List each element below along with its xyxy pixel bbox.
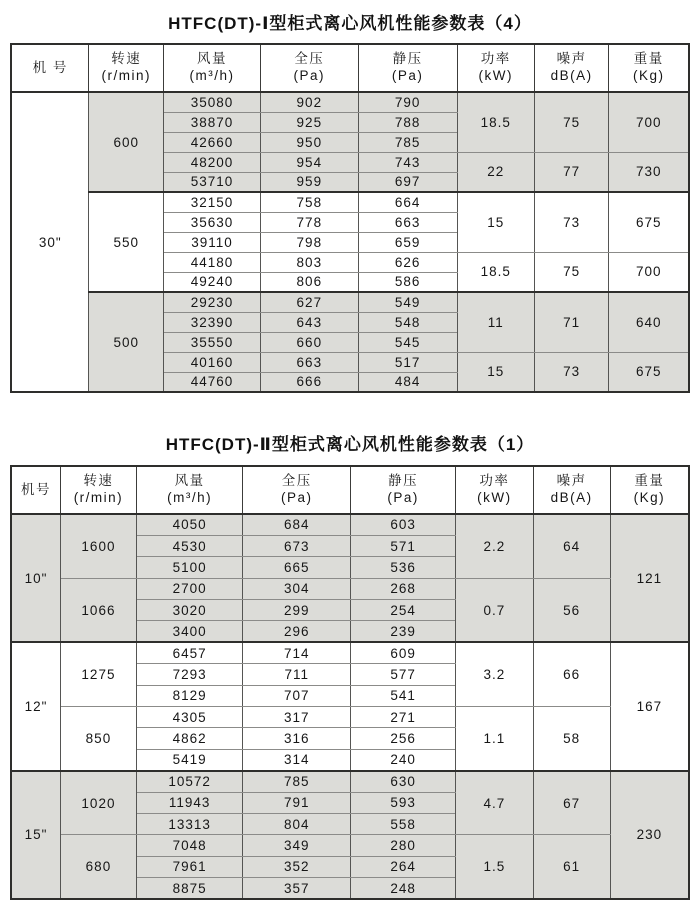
static-pressure-cell: 785 xyxy=(358,132,457,152)
total-pressure-cell: 778 xyxy=(261,212,359,232)
flow-cell: 29230 xyxy=(164,292,261,312)
header-cell: 重量 (Kg) xyxy=(609,44,689,92)
table-row xyxy=(11,642,689,663)
flow-cell: 3400 xyxy=(136,621,242,642)
total-pressure-cell: 673 xyxy=(243,535,351,556)
flow-cell: 32390 xyxy=(164,312,261,332)
flow-cell: 32150 xyxy=(164,192,261,212)
total-pressure-cell: 299 xyxy=(243,600,351,621)
total-pressure-cell: 357 xyxy=(243,878,351,899)
table-row xyxy=(11,578,689,599)
total-pressure-cell: 352 xyxy=(243,856,351,877)
noise-cell: 66 xyxy=(533,642,610,706)
static-pressure-cell: 517 xyxy=(358,352,457,372)
table1-title: HTFC(DT)-Ⅰ型柜式离心风机性能参数表（4） xyxy=(168,14,532,33)
noise-cell: 75 xyxy=(534,92,609,152)
power-cell: 18.5 xyxy=(457,252,534,292)
weight-cell: 675 xyxy=(609,352,689,392)
flow-cell: 44180 xyxy=(164,252,261,272)
static-pressure-cell: 268 xyxy=(351,578,456,599)
flow-cell: 4050 xyxy=(136,514,242,535)
total-pressure-cell: 950 xyxy=(261,132,359,152)
flow-cell: 35550 xyxy=(164,332,261,352)
power-cell: 18.5 xyxy=(457,92,534,152)
flow-cell: 4305 xyxy=(136,707,242,728)
static-pressure-cell: 541 xyxy=(351,685,456,706)
power-cell: 4.7 xyxy=(456,771,533,835)
static-pressure-cell: 571 xyxy=(351,535,456,556)
speed-cell: 1600 xyxy=(60,514,136,578)
machine-cell: 10" xyxy=(11,514,60,642)
total-pressure-cell: 684 xyxy=(243,514,351,535)
speed-cell: 600 xyxy=(89,92,164,192)
total-pressure-cell: 660 xyxy=(261,332,359,352)
static-pressure-cell: 549 xyxy=(358,292,457,312)
flow-cell: 10572 xyxy=(136,771,242,792)
total-pressure-cell: 316 xyxy=(243,728,351,749)
table-row xyxy=(11,192,689,212)
power-cell: 15 xyxy=(457,352,534,392)
header-cell: 全压 (Pa) xyxy=(243,466,351,514)
noise-cell: 67 xyxy=(533,771,610,835)
power-cell: 22 xyxy=(457,152,534,192)
machine-cell: 30" xyxy=(11,92,89,392)
total-pressure-cell: 643 xyxy=(261,312,359,332)
total-pressure-cell: 314 xyxy=(243,749,351,770)
total-pressure-cell: 803 xyxy=(261,252,359,272)
header-cell: 转速 (r/min) xyxy=(89,44,164,92)
static-pressure-cell: 240 xyxy=(351,749,456,770)
flow-cell: 39110 xyxy=(164,232,261,252)
noise-cell: 71 xyxy=(534,292,609,352)
static-pressure-cell: 603 xyxy=(351,514,456,535)
static-pressure-cell: 577 xyxy=(351,664,456,685)
flow-cell: 4862 xyxy=(136,728,242,749)
static-pressure-cell: 248 xyxy=(351,878,456,899)
speed-cell: 500 xyxy=(89,292,164,392)
total-pressure-cell: 304 xyxy=(243,578,351,599)
header-cell: 重量 (Kg) xyxy=(610,466,689,514)
total-pressure-cell: 296 xyxy=(243,621,351,642)
fan-performance-table-2 xyxy=(10,465,690,900)
header-row xyxy=(11,466,689,514)
flow-cell: 53710 xyxy=(164,172,261,192)
weight-cell: 700 xyxy=(609,92,689,152)
total-pressure-cell: 711 xyxy=(243,664,351,685)
total-pressure-cell: 806 xyxy=(261,272,359,292)
speed-cell: 550 xyxy=(89,192,164,292)
noise-cell: 64 xyxy=(533,514,610,578)
flow-cell: 8875 xyxy=(136,878,242,899)
total-pressure-cell: 317 xyxy=(243,707,351,728)
flow-cell: 11943 xyxy=(136,792,242,813)
table-row xyxy=(11,835,689,856)
flow-cell: 40160 xyxy=(164,352,261,372)
power-cell: 3.2 xyxy=(456,642,533,706)
total-pressure-cell: 627 xyxy=(261,292,359,312)
header-cell: 全压 (Pa) xyxy=(261,44,359,92)
weight-cell: 700 xyxy=(609,252,689,292)
table-row xyxy=(11,771,689,792)
weight-cell: 640 xyxy=(609,292,689,352)
static-pressure-cell: 788 xyxy=(358,112,457,132)
static-pressure-cell: 664 xyxy=(358,192,457,212)
static-pressure-cell: 545 xyxy=(358,332,457,352)
static-pressure-cell: 663 xyxy=(358,212,457,232)
total-pressure-cell: 714 xyxy=(243,642,351,663)
power-cell: 1.5 xyxy=(456,835,533,899)
noise-cell: 61 xyxy=(533,835,610,899)
static-pressure-cell: 593 xyxy=(351,792,456,813)
header-cell: 功率 (kW) xyxy=(457,44,534,92)
speed-cell: 680 xyxy=(60,835,136,899)
static-pressure-cell: 626 xyxy=(358,252,457,272)
static-pressure-cell: 271 xyxy=(351,707,456,728)
flow-cell: 6457 xyxy=(136,642,242,663)
flow-cell: 42660 xyxy=(164,132,261,152)
header-cell: 转速 (r/min) xyxy=(60,466,136,514)
flow-cell: 7293 xyxy=(136,664,242,685)
flow-cell: 4530 xyxy=(136,535,242,556)
noise-cell: 73 xyxy=(534,352,609,392)
speed-cell: 1020 xyxy=(60,771,136,835)
header-cell: 静压 (Pa) xyxy=(358,44,457,92)
total-pressure-cell: 663 xyxy=(261,352,359,372)
static-pressure-cell: 264 xyxy=(351,856,456,877)
flow-cell: 8129 xyxy=(136,685,242,706)
power-cell: 11 xyxy=(457,292,534,352)
header-row xyxy=(11,44,689,92)
noise-cell: 77 xyxy=(534,152,609,192)
flow-cell: 35080 xyxy=(164,92,261,112)
weight-cell: 167 xyxy=(610,642,689,770)
total-pressure-cell: 758 xyxy=(261,192,359,212)
speed-cell: 1275 xyxy=(60,642,136,706)
total-pressure-cell: 954 xyxy=(261,152,359,172)
speed-cell: 850 xyxy=(60,707,136,771)
power-cell: 0.7 xyxy=(456,578,533,642)
header-cell: 静压 (Pa) xyxy=(351,466,456,514)
static-pressure-cell: 790 xyxy=(358,92,457,112)
table2-title: HTFC(DT)-Ⅱ型柜式离心风机性能参数表（1） xyxy=(165,435,535,454)
table-row xyxy=(11,92,689,112)
static-pressure-cell: 697 xyxy=(358,172,457,192)
flow-cell: 35630 xyxy=(164,212,261,232)
static-pressure-cell: 586 xyxy=(358,272,457,292)
total-pressure-cell: 959 xyxy=(261,172,359,192)
weight-cell: 230 xyxy=(610,771,689,899)
weight-cell: 730 xyxy=(609,152,689,192)
machine-cell: 12" xyxy=(11,642,60,770)
header-cell: 机号 xyxy=(11,466,60,514)
static-pressure-cell: 254 xyxy=(351,600,456,621)
header-cell: 风量 (m³/h) xyxy=(164,44,261,92)
static-pressure-cell: 558 xyxy=(351,813,456,834)
noise-cell: 56 xyxy=(533,578,610,642)
table-row xyxy=(11,514,689,535)
static-pressure-cell: 280 xyxy=(351,835,456,856)
fan-performance-table-1 xyxy=(10,43,690,393)
flow-cell: 13313 xyxy=(136,813,242,834)
flow-cell: 3020 xyxy=(136,600,242,621)
noise-cell: 75 xyxy=(534,252,609,292)
noise-cell: 58 xyxy=(533,707,610,771)
total-pressure-cell: 665 xyxy=(243,557,351,578)
flow-cell: 49240 xyxy=(164,272,261,292)
power-cell: 15 xyxy=(457,192,534,252)
static-pressure-cell: 743 xyxy=(358,152,457,172)
total-pressure-cell: 785 xyxy=(243,771,351,792)
power-cell: 1.1 xyxy=(456,707,533,771)
table-row xyxy=(11,292,689,312)
static-pressure-cell: 659 xyxy=(358,232,457,252)
machine-cell: 15" xyxy=(11,771,60,899)
header-cell: 噪声 dB(A) xyxy=(533,466,610,514)
weight-cell: 675 xyxy=(609,192,689,252)
flow-cell: 48200 xyxy=(164,152,261,172)
flow-cell: 2700 xyxy=(136,578,242,599)
total-pressure-cell: 707 xyxy=(243,685,351,706)
static-pressure-cell: 484 xyxy=(358,372,457,392)
header-cell: 机 号 xyxy=(11,44,89,92)
power-cell: 2.2 xyxy=(456,514,533,578)
total-pressure-cell: 666 xyxy=(261,372,359,392)
static-pressure-cell: 536 xyxy=(351,557,456,578)
total-pressure-cell: 798 xyxy=(261,232,359,252)
header-cell: 功率 (kW) xyxy=(456,466,533,514)
static-pressure-cell: 548 xyxy=(358,312,457,332)
total-pressure-cell: 902 xyxy=(261,92,359,112)
flow-cell: 38870 xyxy=(164,112,261,132)
flow-cell: 5419 xyxy=(136,749,242,770)
total-pressure-cell: 349 xyxy=(243,835,351,856)
weight-cell: 121 xyxy=(610,514,689,642)
total-pressure-cell: 804 xyxy=(243,813,351,834)
flow-cell: 5100 xyxy=(136,557,242,578)
static-pressure-cell: 239 xyxy=(351,621,456,642)
table-row xyxy=(11,707,689,728)
flow-cell: 7048 xyxy=(136,835,242,856)
static-pressure-cell: 609 xyxy=(351,642,456,663)
flow-cell: 7961 xyxy=(136,856,242,877)
total-pressure-cell: 925 xyxy=(261,112,359,132)
static-pressure-cell: 256 xyxy=(351,728,456,749)
speed-cell: 1066 xyxy=(60,578,136,642)
flow-cell: 44760 xyxy=(164,372,261,392)
static-pressure-cell: 630 xyxy=(351,771,456,792)
total-pressure-cell: 791 xyxy=(243,792,351,813)
header-cell: 噪声 dB(A) xyxy=(534,44,609,92)
header-cell: 风量 (m³/h) xyxy=(136,466,242,514)
noise-cell: 73 xyxy=(534,192,609,252)
